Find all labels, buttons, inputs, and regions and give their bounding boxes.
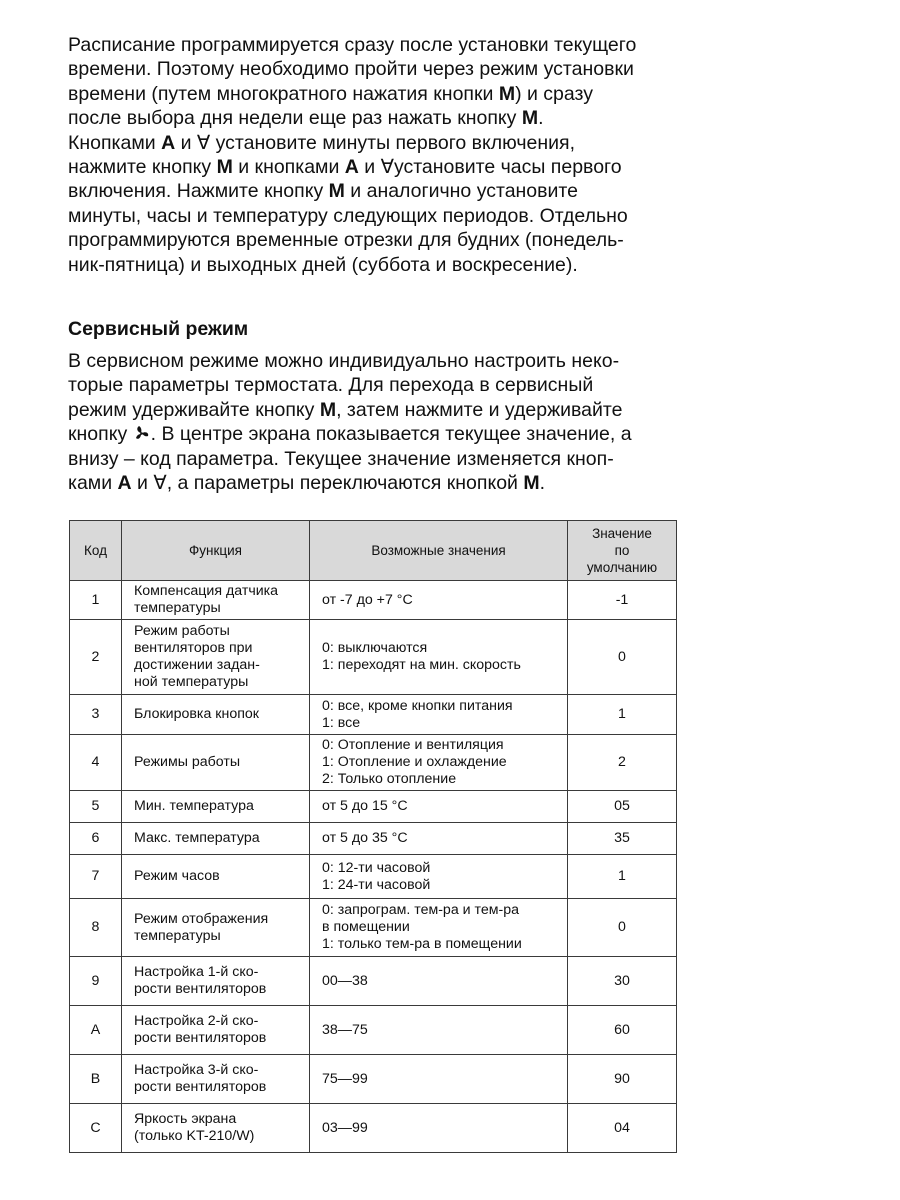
text-run: ) и сразу xyxy=(515,82,593,105)
cell-function: Яркость экрана (только KT-210/W) xyxy=(122,1104,310,1153)
intro-line xyxy=(68,33,636,57)
cell-code: 1 xyxy=(70,581,122,620)
service-line xyxy=(68,349,632,373)
cell-values: от -7 до +7 °C xyxy=(310,581,568,620)
text-run: режим удерживайте кнопку xyxy=(68,398,320,421)
cell-values: 38—75 xyxy=(310,1006,568,1055)
fan-button-icon xyxy=(134,424,150,442)
text-run: нажмите кнопку xyxy=(68,156,217,179)
text-run: В сервисном режиме можно индивидуально настроить неко- xyxy=(68,350,620,372)
cell-function: Настройка 3-й ско- рости вентиляторов xyxy=(122,1055,310,1104)
cell-default: 1 xyxy=(568,695,677,735)
cell-function: Режимы работы xyxy=(122,735,310,791)
service-line xyxy=(68,373,632,397)
text-run: программируются временные отрезки для будних (понедель- xyxy=(68,229,624,252)
button-key-label: M xyxy=(328,180,345,203)
cell-values: 0: 12-ти часовой 1: 24-ти часовой xyxy=(310,855,568,899)
cell-code: C xyxy=(70,1104,122,1153)
intro-line xyxy=(68,155,636,179)
service-line xyxy=(68,471,632,495)
text-run: и ∀ установите минуты первого включения, xyxy=(175,131,576,154)
cell-code: 5 xyxy=(70,791,122,823)
cell-code: 7 xyxy=(70,855,122,899)
header-code: Код xyxy=(70,521,122,581)
cell-values: 03—99 xyxy=(310,1104,568,1153)
service-mode-paragraph xyxy=(68,349,632,495)
table-row xyxy=(70,1055,677,1104)
intro-line xyxy=(68,204,636,228)
text-run: времени. Поэтому необходимо пройти через режим установки xyxy=(68,58,634,81)
cell-function: Настройка 2-й ско- рости вентиляторов xyxy=(122,1006,310,1055)
cell-values: 0: все, кроме кнопки питания 1: все xyxy=(310,695,568,735)
cell-default: 0 xyxy=(568,899,677,957)
cell-function: Блокировка кнопок xyxy=(122,695,310,735)
text-run: . xyxy=(538,107,544,130)
cell-default: -1 xyxy=(568,581,677,620)
text-run: кнопку xyxy=(68,423,133,446)
cell-default: 0 xyxy=(568,620,677,695)
intro-line xyxy=(68,179,636,203)
cell-function: Режим отображения температуры xyxy=(122,899,310,957)
cell-code: 9 xyxy=(70,957,122,1006)
text-run: после выбора дня недели еще раз нажать кнопку xyxy=(68,107,522,130)
service-line xyxy=(68,422,632,446)
table-row xyxy=(70,1104,677,1153)
button-key-label: M xyxy=(216,156,233,179)
cell-values: 0: запрограм. тем-ра и тем-ра в помещении 1: только тем-ра в помещении xyxy=(310,899,568,957)
header-values: Возможные значения xyxy=(310,521,568,581)
cell-function: Компенсация датчика температуры xyxy=(122,581,310,620)
text-run: включения. Нажмите кнопку xyxy=(68,180,329,203)
intro-line xyxy=(68,106,636,130)
cell-function: Макс. температура xyxy=(122,823,310,855)
cell-code: 8 xyxy=(70,899,122,957)
cell-function: Режим часов xyxy=(122,855,310,899)
intro-line xyxy=(68,228,636,252)
cell-values: 0: выключаются 1: переходят на мин. скорость xyxy=(310,620,568,695)
cell-default: 60 xyxy=(568,1006,677,1055)
cell-function: Режим работы вентиляторов при достижении задан- ной температуры xyxy=(122,620,310,695)
table-header-row xyxy=(70,521,677,581)
text-run: и аналогично установите xyxy=(344,180,578,203)
table-row xyxy=(70,957,677,1006)
text-run: . xyxy=(539,472,546,495)
table-row xyxy=(70,855,677,899)
button-key-label: A xyxy=(344,156,359,179)
button-key-label: A xyxy=(117,472,132,495)
text-run: , затем нажмите и удерживайте xyxy=(336,398,623,421)
cell-default: 2 xyxy=(568,735,677,791)
cell-code: B xyxy=(70,1055,122,1104)
intro-paragraph xyxy=(68,33,636,277)
text-run: и ∀, а параметры переключаются кнопкой xyxy=(131,472,524,495)
text-run: Расписание программируется сразу после установки текущего xyxy=(68,34,637,56)
cell-default: 05 xyxy=(568,791,677,823)
text-run: торые параметры термостата. Для перехода в сервисный xyxy=(68,374,594,397)
cell-function: Настройка 1-й ско- рости вентиляторов xyxy=(122,957,310,1006)
button-key-label: M xyxy=(319,398,337,421)
cell-code: A xyxy=(70,1006,122,1055)
text-run: ками xyxy=(68,472,118,495)
cell-values: от 5 до 15 °C xyxy=(310,791,568,823)
service-line xyxy=(68,447,632,471)
intro-line xyxy=(68,131,636,155)
table-row xyxy=(70,1006,677,1055)
cell-values: 0: Отопление и вентиляция 1: Отопление и охлаждение 2: Только отопление xyxy=(310,735,568,791)
table-row xyxy=(70,823,677,855)
text-run: . В центре экрана показывается текущее значение, а xyxy=(150,423,632,446)
cell-values: от 5 до 35 °C xyxy=(310,823,568,855)
cell-values: 00—38 xyxy=(310,957,568,1006)
cell-default: 04 xyxy=(568,1104,677,1153)
cell-code: 2 xyxy=(70,620,122,695)
button-key-label: M xyxy=(498,82,516,105)
intro-line xyxy=(68,57,636,81)
cell-code: 3 xyxy=(70,695,122,735)
text-run: и кнопками xyxy=(232,156,345,179)
table-row xyxy=(70,899,677,957)
cell-default: 30 xyxy=(568,957,677,1006)
table-row xyxy=(70,735,677,791)
intro-line xyxy=(68,82,636,106)
text-run: минуты, часы и температуру следующих периодов. Отдельно xyxy=(68,204,628,227)
cell-default: 35 xyxy=(568,823,677,855)
cell-default: 90 xyxy=(568,1055,677,1104)
text-run: внизу – код параметра. Текущее значение изменяется кноп- xyxy=(68,447,614,470)
service-line xyxy=(68,398,632,422)
table-row xyxy=(70,581,677,620)
intro-line xyxy=(68,253,636,277)
service-mode-heading: Сервисный режим xyxy=(68,318,249,340)
button-key-label: M xyxy=(521,107,539,130)
table-row xyxy=(70,620,677,695)
text-run: времени (путем многократного нажатия кнопки xyxy=(68,82,499,105)
cell-values: 75—99 xyxy=(310,1055,568,1104)
cell-function: Мин. температура xyxy=(122,791,310,823)
header-default: Значение по умолчанию xyxy=(568,521,677,581)
button-key-label: M xyxy=(523,472,540,495)
text-run: и ∀установите часы первого xyxy=(358,156,622,179)
cell-default: 1 xyxy=(568,855,677,899)
cell-code: 4 xyxy=(70,735,122,791)
table-row xyxy=(70,791,677,823)
button-key-label: A xyxy=(161,131,176,154)
text-run: ник-пятница) и выходных дней (суббота и воскресение). xyxy=(68,253,578,276)
cell-code: 6 xyxy=(70,823,122,855)
header-function: Функция xyxy=(122,521,310,581)
service-parameters-table xyxy=(69,520,677,1153)
text-run: Кнопками xyxy=(68,131,162,154)
table-row xyxy=(70,695,677,735)
